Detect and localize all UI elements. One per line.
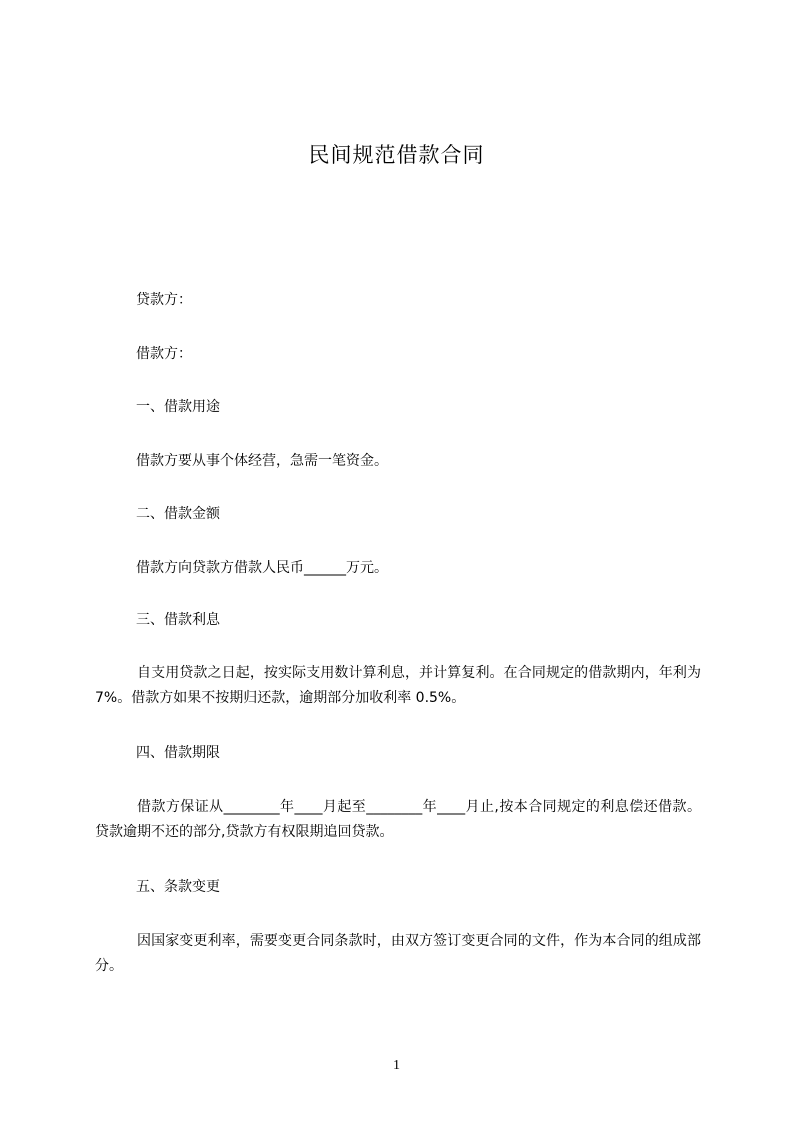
section-body-term: 借款方保证从________年____月起至________年____月止,按本合同规定的利息偿还借款。贷款逾期不还的部分,贷款方有权限期追回贷款。: [95, 799, 701, 840]
section-heading-amount: 二、借款金额: [136, 506, 220, 522]
section-heading-amendment: 五、条款变更: [136, 879, 220, 895]
borrower-label: 借款方：: [136, 346, 192, 362]
section-body-amount: 借款方向贷款方借款人民币______万元。: [136, 560, 388, 576]
page-number: 1: [393, 1058, 400, 1073]
contract-title: 民间规范借款合同: [308, 143, 485, 167]
section-body-interest: 自支用贷款之日起，按实际支用数计算利息，并计算复利。在合同规定的借款期内，年利为 7%。借款方如果不按期归还款，逾期部分加收利率 0.5%。: [95, 665, 701, 706]
section-heading-interest: 三、借款利息: [136, 612, 220, 628]
section-heading-term: 四、借款期限: [136, 745, 220, 761]
section-body-purpose: 借款方要从事个体经营，急需一笔资金。: [136, 453, 388, 469]
lender-label: 贷款方：: [136, 292, 192, 308]
section-heading-purpose: 一、借款用途: [136, 399, 220, 415]
section-body-amendment: 因国家变更利率，需要变更合同条款时，由双方签订变更合同的文件，作为本合同的组成部分。: [95, 933, 701, 974]
